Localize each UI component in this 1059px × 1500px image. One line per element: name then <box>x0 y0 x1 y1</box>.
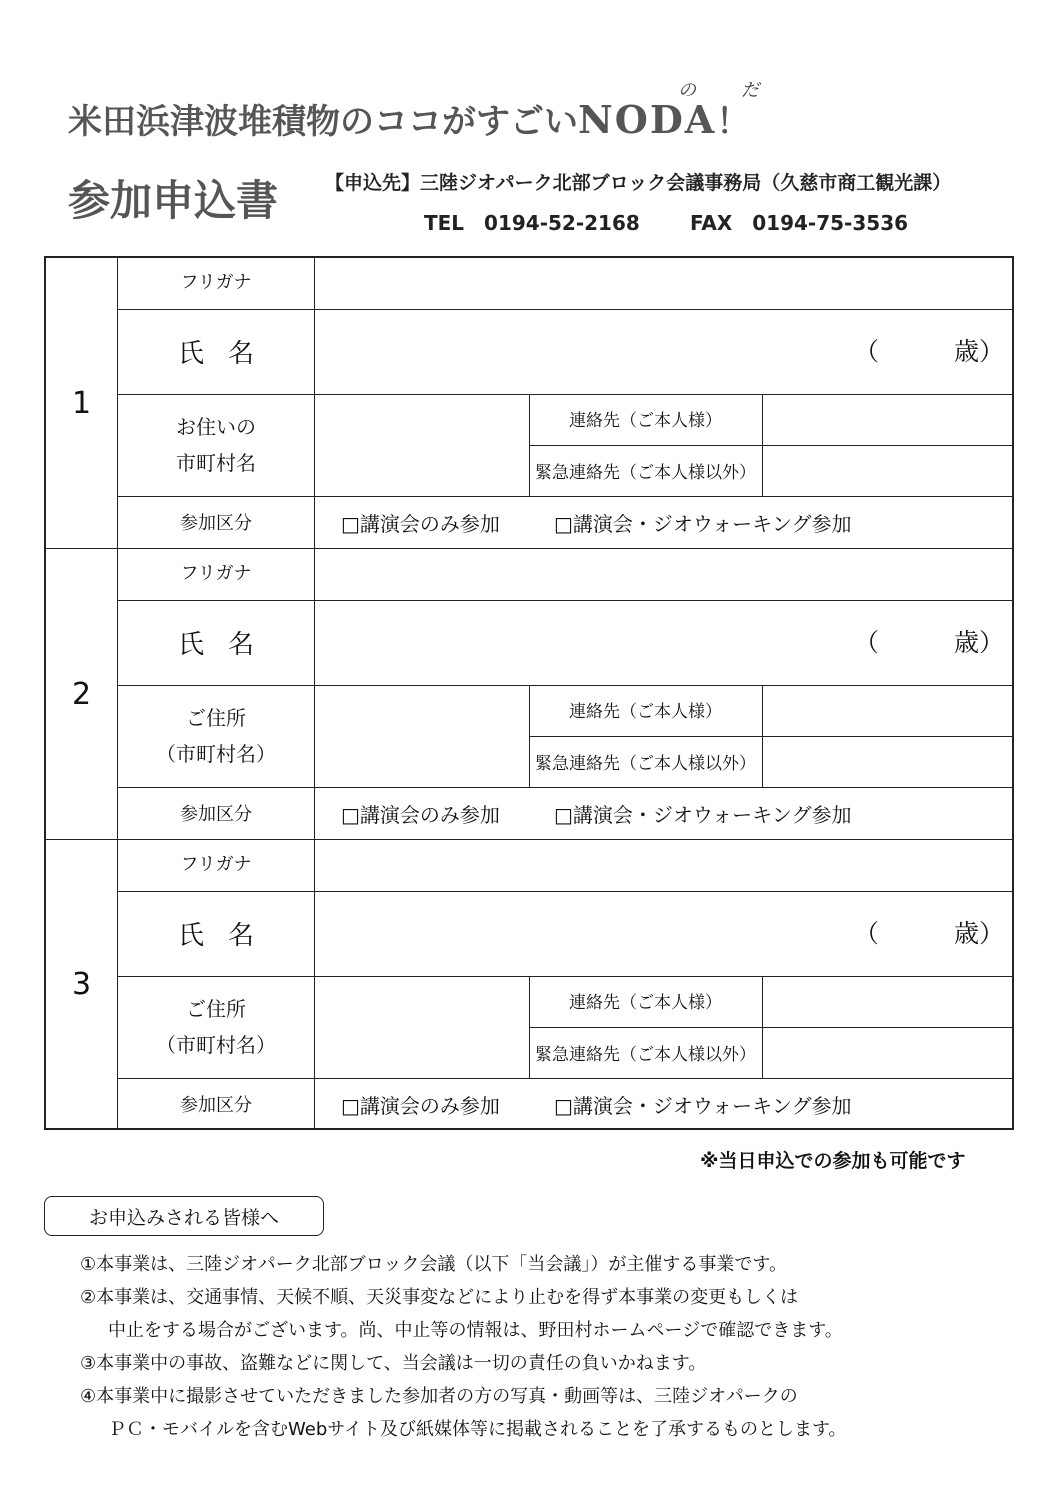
same-day-note: ※当日申込での参加も可能です <box>700 1150 966 1172</box>
name-input[interactable] <box>314 600 834 685</box>
name-label: 氏名 <box>177 921 278 951</box>
address-label: ご住所 （市町村名） <box>156 706 276 766</box>
ruby-no: の <box>678 80 696 101</box>
emergency-input[interactable] <box>762 445 1012 496</box>
emergency-label: 緊急連絡先（ご本人様以外） <box>535 754 756 774</box>
contact-label: 連絡先（ご本人様） <box>569 701 722 722</box>
option-lecture-walking[interactable]: □講演会・ジオウォーキング参加 <box>554 803 852 827</box>
ruby-da: だ <box>741 80 759 101</box>
title-main: 米田浜津波堆積物のココがすごい <box>68 102 578 142</box>
option-lecture-walking[interactable]: □講演会・ジオウォーキング参加 <box>554 512 852 536</box>
entry-block-1 <box>46 258 1012 548</box>
notice-item-2-cont: 中止をする場合がございます。尚、中止等の情報は、野田村ホームページで確認できます。 <box>108 1320 843 1341</box>
age-field[interactable]: （ 歳） <box>854 337 1005 366</box>
emergency-label: 緊急連絡先（ご本人様以外） <box>535 463 756 483</box>
furigana-input[interactable] <box>314 840 1012 891</box>
entry-block-3 <box>46 839 1012 1129</box>
age-field[interactable]: （ 歳） <box>854 919 1005 948</box>
emergency-input[interactable] <box>762 1027 1012 1078</box>
title-noda: NODA <box>578 97 717 142</box>
name-input[interactable] <box>314 309 834 394</box>
category-label: 参加区分 <box>180 804 252 825</box>
emergency-input[interactable] <box>762 736 1012 787</box>
form-title: 参加申込書 <box>68 176 279 225</box>
category-label: 参加区分 <box>180 1094 252 1116</box>
notice-heading: お申込みされる皆様へ <box>44 1196 324 1236</box>
option-lecture-walking[interactable]: □講演会・ジオウォーキング参加 <box>554 1094 852 1118</box>
notice-item-4-cont: ＰＣ・モバイルを含むWebサイト及び紙媒体等に掲載されることを了承するものとします。 <box>108 1419 847 1440</box>
notice-list <box>80 1248 847 1446</box>
notice-item-4: ④本事業中に撮影させていただきました参加者の方の写真・動画等は、三陸ジオパークの <box>80 1386 798 1407</box>
emergency-label: 緊急連絡先（ご本人様以外） <box>535 1045 756 1065</box>
address-input[interactable] <box>314 394 529 496</box>
tel-number: TEL 0194-52-2168 <box>424 211 640 235</box>
address-label: ご住所 （市町村名） <box>156 997 276 1057</box>
entry-block-2 <box>46 548 1012 840</box>
contact-input[interactable] <box>762 685 1012 736</box>
option-lecture-only[interactable]: □講演会のみ参加 <box>341 512 500 536</box>
option-lecture-only[interactable]: □講演会のみ参加 <box>341 1094 500 1118</box>
application-form <box>44 256 1014 1130</box>
furigana-label: フリガナ <box>180 563 252 584</box>
furigana-input[interactable] <box>314 258 1012 309</box>
title-end: ！ <box>716 102 751 142</box>
event-title <box>68 94 750 143</box>
contact-input[interactable] <box>762 394 1012 445</box>
address-input[interactable] <box>314 976 529 1078</box>
fax-number: FAX 0194-75-3536 <box>690 211 909 235</box>
name-input[interactable] <box>314 891 834 976</box>
contact-label: 連絡先（ご本人様） <box>569 992 722 1013</box>
furigana-label: フリガナ <box>180 854 252 875</box>
category-label: 参加区分 <box>180 513 252 534</box>
application-destination: 【申込先】三陸ジオパーク北部ブロック会議事務局（久慈市商工観光課） <box>325 172 952 194</box>
name-label: 氏名 <box>177 339 278 369</box>
age-field[interactable]: （ 歳） <box>854 628 1005 657</box>
contact-label: 連絡先（ご本人様） <box>569 410 722 431</box>
name-label: 氏名 <box>177 630 278 660</box>
option-lecture-only[interactable]: □講演会のみ参加 <box>341 803 500 827</box>
notice-item-1: ①本事業は、三陸ジオパーク北部ブロック会議（以下「当会議」）が主催する事業です。 <box>80 1254 787 1275</box>
address-input[interactable] <box>314 685 529 787</box>
notice-item-3: ③本事業中の事故、盗難などに関して、当会議は一切の責任の負いかねます。 <box>80 1353 707 1374</box>
entry-number: 2 <box>46 549 118 840</box>
entry-number: 1 <box>46 258 118 548</box>
furigana-label: フリガナ <box>180 272 252 293</box>
entry-number: 3 <box>46 840 118 1129</box>
furigana-input[interactable] <box>314 549 1012 600</box>
contact-input[interactable] <box>762 976 1012 1027</box>
notice-item-2: ②本事業は、交通事情、天候不順、天災事変などにより止むを得ず本事業の変更もしくは <box>80 1287 799 1308</box>
address-label: お住いの 市町村名 <box>176 415 256 475</box>
